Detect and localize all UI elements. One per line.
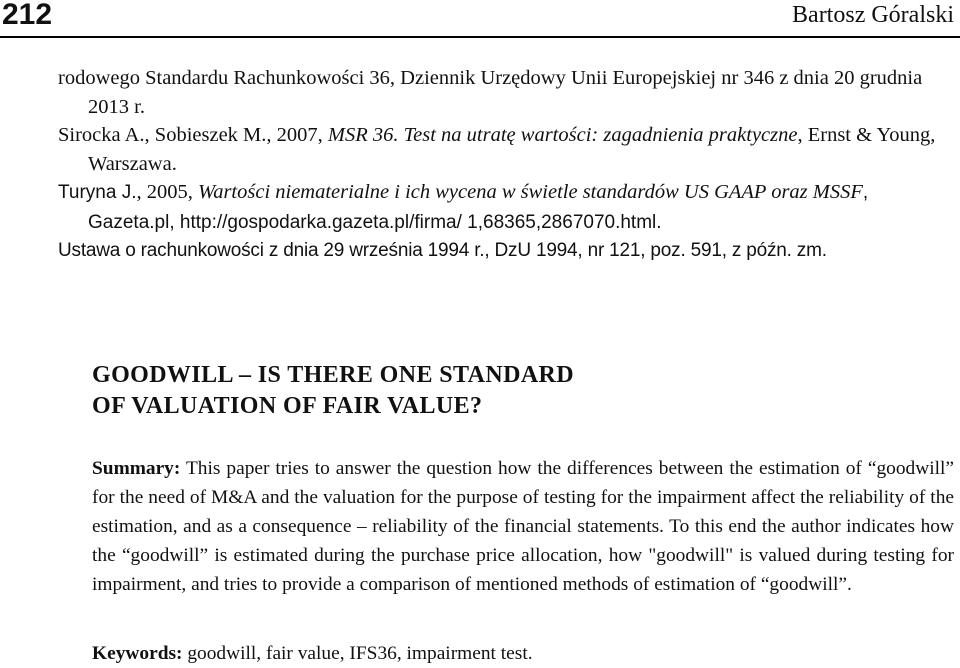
page-header — [0, 0, 960, 38]
reference-item — [58, 121, 954, 178]
reference-item — [58, 178, 954, 237]
reference-text: , 2005, — [136, 181, 198, 203]
reference-text: Sirocka A., Sobieszek M., 2007, — [58, 124, 328, 146]
page-number: 212 — [2, 0, 53, 31]
running-head-author: Bartosz Góralski — [792, 2, 954, 28]
reference-title: Wartości niematerialne i ich wycena w świetle standardów US GAAP oraz MSSF — [198, 181, 863, 203]
summary-text: This paper tries to answer the question how the differences between the estimation of “goodwill” for the need of M&A and the valuation for the purpose of testing for the impairment affect the reliability of the estimation, and as a consequence – reliability of the financial statements. To this end the author indicates how the “goodwill” is estimated during the purchase price allocation, how "goodwill" is valued during testing for impairment, and tries to provide a comparison of mentioned methods of estimation of “goodwill”. — [92, 458, 955, 595]
reference-list — [58, 64, 954, 266]
keywords-text: goodwill, fair value, IFS36, impairment test. — [187, 643, 533, 664]
article-title — [92, 360, 952, 422]
reference-text: , Ernst & Young, Warszawa. — [88, 124, 936, 175]
title-line: GOODWILL – IS THERE ONE STANDARD — [92, 362, 575, 388]
keywords-label: Keywords: — [92, 643, 183, 664]
reference-text: Ustawa o rachunkowości z dnia 29 września 1994 r., DzU 1994, nr 121, poz. 591, z późn. zm. — [58, 240, 827, 261]
reference-item — [58, 64, 954, 121]
summary-paragraph — [92, 454, 954, 599]
reference-url: , Gazeta.pl, http://gospodarka.gazeta.pl/firma/ 1,68365,2867070.html. — [88, 182, 869, 233]
reference-text: rodowego Standardu Rachunkowości 36, Dziennik Urzędowy Unii Europejskiej nr 346 z dnia 20 grudnia 2013 r. — [58, 67, 923, 118]
reference-item — [58, 237, 954, 266]
reference-author: Turyna J. — [58, 182, 137, 203]
keywords-line — [92, 641, 954, 667]
summary-label: Summary: — [92, 458, 181, 479]
title-line: OF VALUATION OF FAIR VALUE? — [92, 393, 483, 419]
reference-title: MSR 36. Test na utratę wartości: zagadnienia praktyczne — [327, 124, 798, 146]
